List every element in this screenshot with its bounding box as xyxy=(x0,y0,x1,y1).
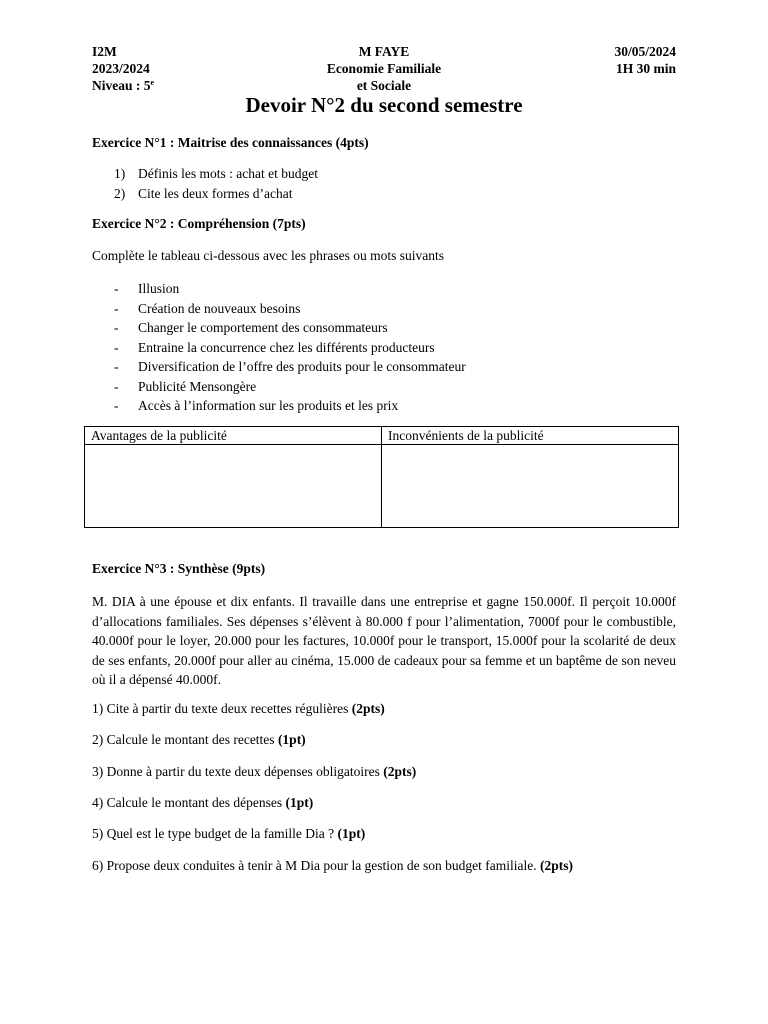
exam-duration: 1H 30 min xyxy=(615,61,676,76)
level: Niveau : 5e xyxy=(92,78,155,93)
subject-line-2: et Sociale xyxy=(356,78,412,93)
list-item: - Publicité Mensongère xyxy=(114,378,257,394)
exercise-3-text: M. DIA à une épouse et dix enfants. Il travaille dans une entreprise et gagne 150.000f. Il perçoit 10.000f d’allocations familiales. Ses dépenses s’élèvent à 80.000 f pour l’alimentation, 7000f pour le combustible, 40.000f pour le loyer, 20.000 pour les factures, 10.000f pour le transport, 15.000f pour la scolarité de deux de ses enfants, 20.000f pour aller au cinéma, 15.000 de cadeaux pour sa femme et un baptême de son neveu où il a dépensé 40.000f. xyxy=(92,594,676,687)
exercise-1-list xyxy=(114,164,318,203)
list-item: - Changer le comportement des consommateurs xyxy=(114,320,388,335)
header-left xyxy=(92,43,154,94)
table-header-row xyxy=(85,427,679,445)
teacher-name: M FAYE xyxy=(358,44,410,59)
question-5: 5) Quel est le type budget de la famille Dia ? (1pt) xyxy=(92,826,366,841)
question-1: 1) Cite à partir du texte deux recettes régulières (2pts) xyxy=(92,701,385,716)
list-item: - Accès à l’information sur les produits et les prix xyxy=(114,398,399,413)
question-3: 3) Donne à partir du texte deux dépenses obligatoires (2pts) xyxy=(92,764,417,779)
list-item: - Création de nouveaux besoins xyxy=(114,300,301,316)
subject-line-1: Economie Familiale xyxy=(326,61,442,76)
advantages-answer-cell xyxy=(85,445,382,528)
disadvantages-answer-cell xyxy=(382,445,679,528)
class-name: I2M xyxy=(92,44,117,59)
question-6: 6) Propose deux conduites à tenir à M Dia pour la gestion de son budget familiale. (2pts) xyxy=(92,858,574,873)
advertising-table xyxy=(84,426,679,528)
exercise-3-title: Exercice N°3 : Synthèse (9pts) xyxy=(92,561,266,576)
list-item: - Diversification de l’offre des produits pour le consommateur xyxy=(114,359,466,374)
question-2: 2) Calcule le montant des recettes (1pt) xyxy=(92,732,306,747)
exercise-2-instruction: Complète le tableau ci-dessous avec les phrases ou mots suivants xyxy=(92,248,445,263)
disadvantages-header: Inconvénients de la publicité xyxy=(382,427,679,445)
page-title: Devoir N°2 du second semestre xyxy=(245,93,523,117)
list-item: - Illusion xyxy=(114,281,180,296)
table-row xyxy=(85,445,679,528)
exercise-2-title: Exercice N°2 : Compréhension (7pts) xyxy=(92,216,306,231)
exercise-2-word-list xyxy=(114,279,466,416)
advantages-header: Avantages de la publicité xyxy=(85,427,382,445)
header-center xyxy=(284,43,484,94)
question-4: 4) Calcule le montant des dépenses (1pt) xyxy=(92,795,314,810)
list-item: 2) Cite les deux formes d’achat xyxy=(114,185,293,201)
school-year: 2023/2024 xyxy=(92,61,150,76)
list-item: - Entraine la concurrence chez les différents producteurs xyxy=(114,339,435,355)
exercise-1-title: Exercice N°1 : Maitrise des connaissances (4pts) xyxy=(92,135,369,150)
list-item: 1) Définis les mots : achat et budget xyxy=(114,166,318,181)
exam-date: 30/05/2024 xyxy=(614,44,676,59)
header-right xyxy=(614,43,676,77)
